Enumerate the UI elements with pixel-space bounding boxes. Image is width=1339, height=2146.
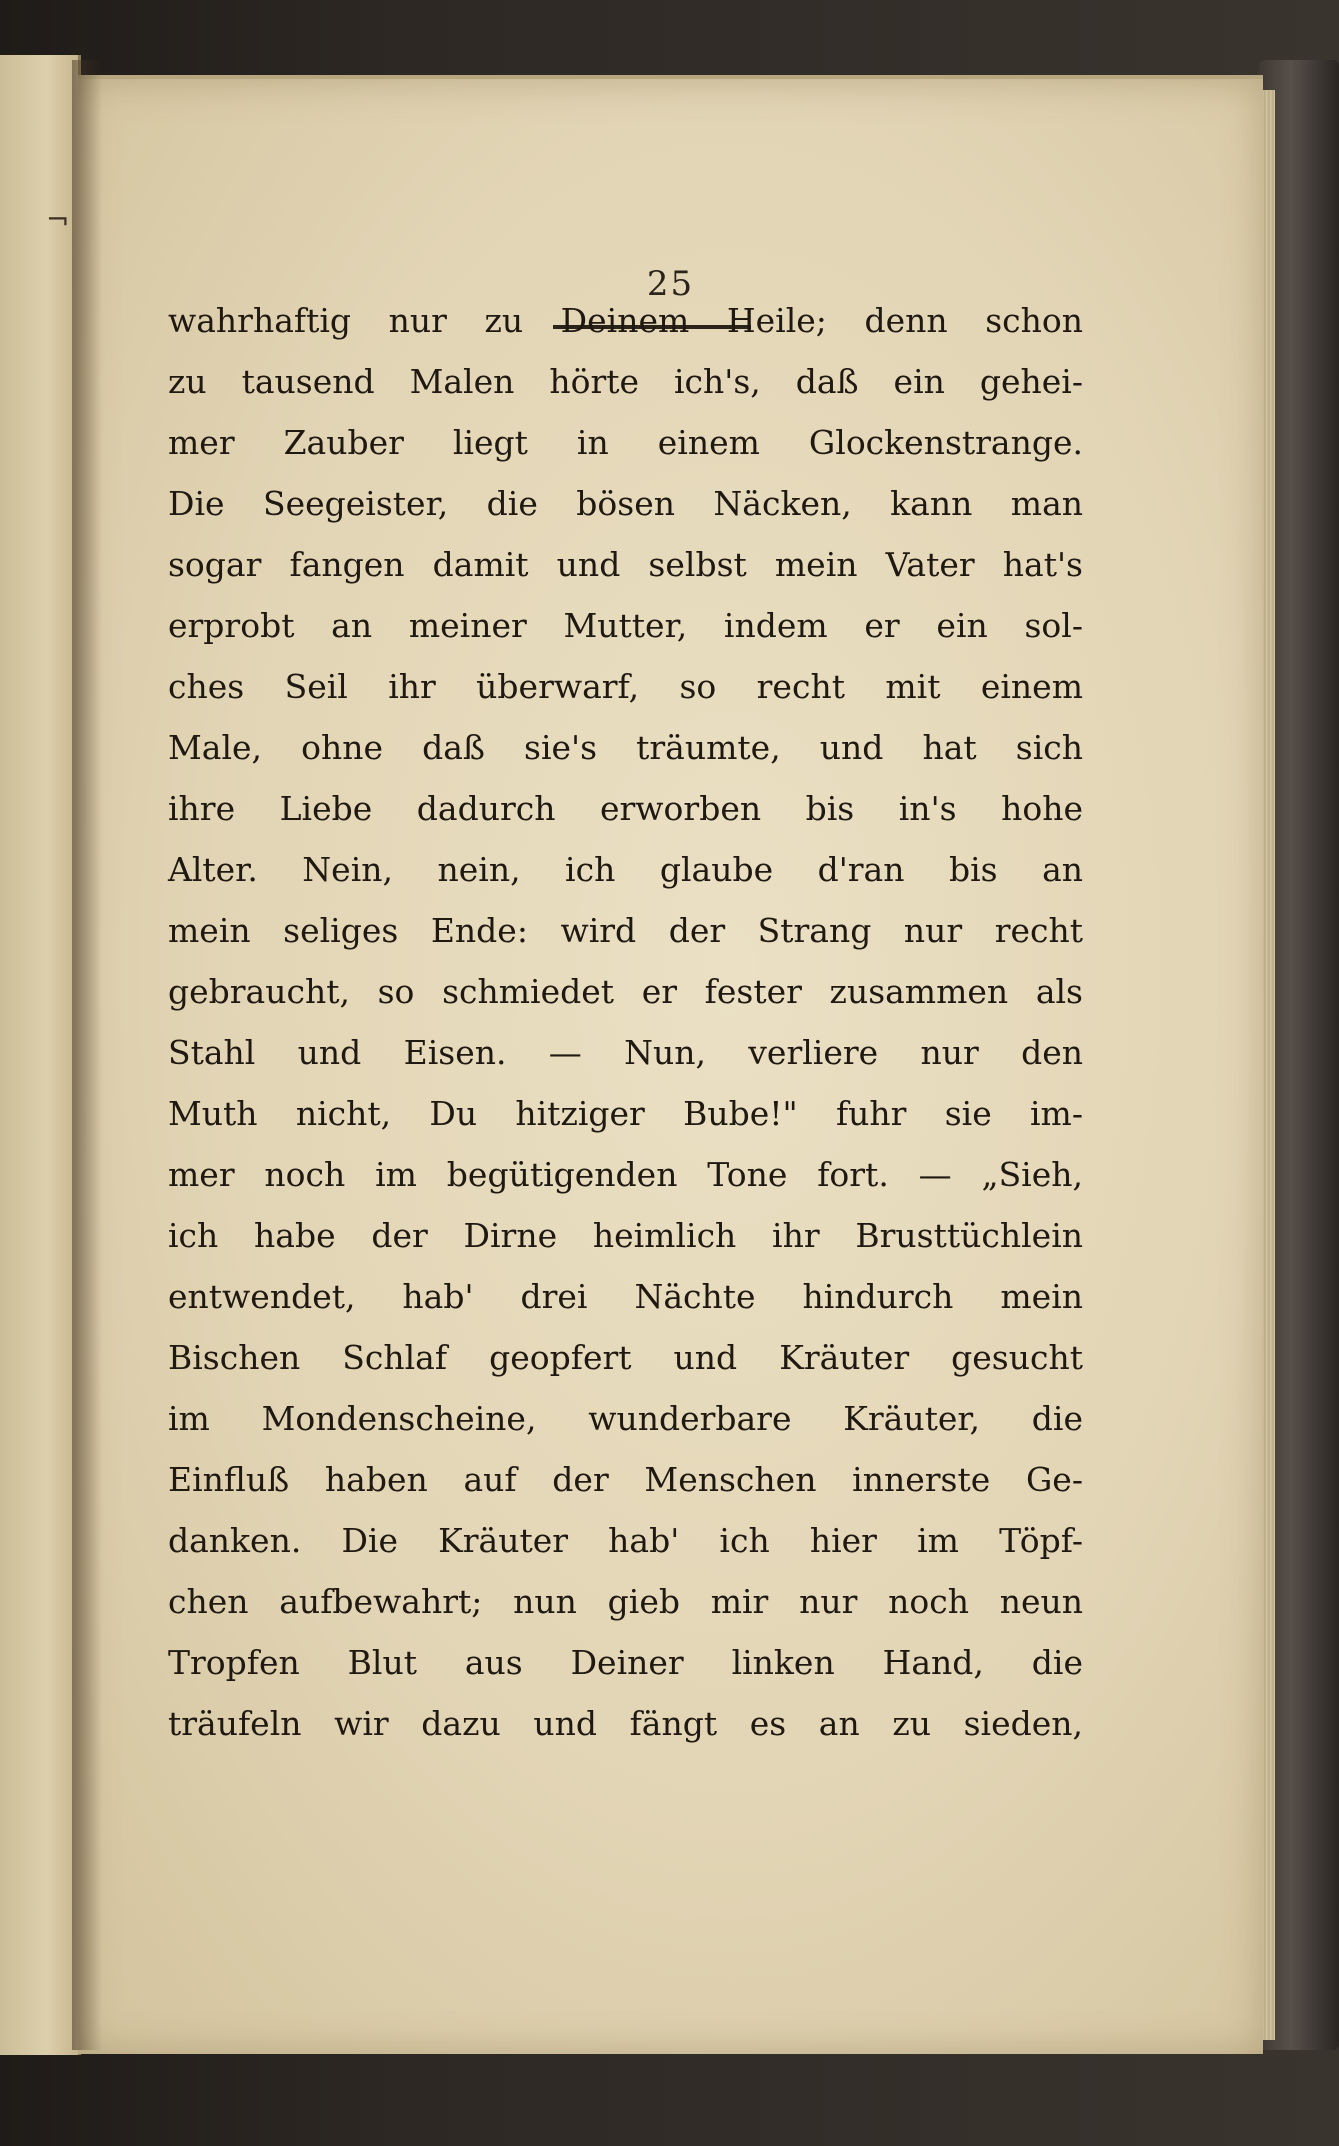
text-line: ich habe der Dirne heimlich ihr Brusttüchlein (168, 1216, 1083, 1255)
text-line: Male, ohne daß sie's träumte, und hat sich (168, 728, 1083, 767)
text-line: mein seliges Ende: wird der Strang nur recht (168, 911, 1083, 950)
text-line: mer Zauber liegt in einem Glockenstrange. (168, 423, 1083, 462)
facing-page-mark: ¬ (46, 203, 70, 236)
page-edge-stack (1263, 90, 1275, 2040)
text-line: Die Seegeister, die bösen Näcken, kann man (168, 484, 1083, 523)
page-number: 25 (646, 264, 695, 304)
text-line: wahrhaftig nur zu Deinem Heile; denn schon (168, 301, 1083, 340)
text-line: Bischen Schlaf geopfert und Kräuter gesucht (168, 1338, 1083, 1377)
text-line: zu tausend Malen hörte ich's, daß ein gehei- (168, 362, 1083, 401)
text-line: Alter. Nein, nein, ich glaube d'ran bis an (168, 850, 1083, 889)
text-line: Tropfen Blut aus Deiner linken Hand, die (168, 1643, 1083, 1682)
text-line: Stahl und Eisen. — Nun, verliere nur den (168, 1033, 1083, 1072)
text-line: träufeln wir dazu und fängt es an zu sieden, (168, 1704, 1083, 1743)
page-body-text (168, 290, 1083, 1754)
text-line: Muth nicht, Du hitziger Bube!" fuhr sie im- (168, 1094, 1083, 1133)
text-line: ches Seil ihr überwarf, so recht mit einem (168, 667, 1083, 706)
text-line: ihre Liebe dadurch erworben bis in's hohe (168, 789, 1083, 828)
text-line: im Mondenscheine, wunderbare Kräuter, die (168, 1399, 1083, 1438)
text-line: mer noch im begütigenden Tone fort. — „Sieh, (168, 1155, 1083, 1194)
gutter-shadow (72, 60, 102, 2050)
text-line: sogar fangen damit und selbst mein Vater hat's (168, 545, 1083, 584)
text-line: Einfluß haben auf der Menschen innerste Ge- (168, 1460, 1083, 1499)
text-line: danken. Die Kräuter hab' ich hier im Töpf- (168, 1521, 1083, 1560)
facing-page-edge (0, 55, 81, 2055)
text-line: entwendet, hab' drei Nächte hindurch mein (168, 1277, 1083, 1316)
text-line: chen aufbewahrt; nun gieb mir nur noch neun (168, 1582, 1083, 1621)
text-line: erprobt an meiner Mutter, indem er ein sol- (168, 606, 1083, 645)
text-line: gebraucht, so schmiedet er fester zusammen als (168, 972, 1083, 1011)
